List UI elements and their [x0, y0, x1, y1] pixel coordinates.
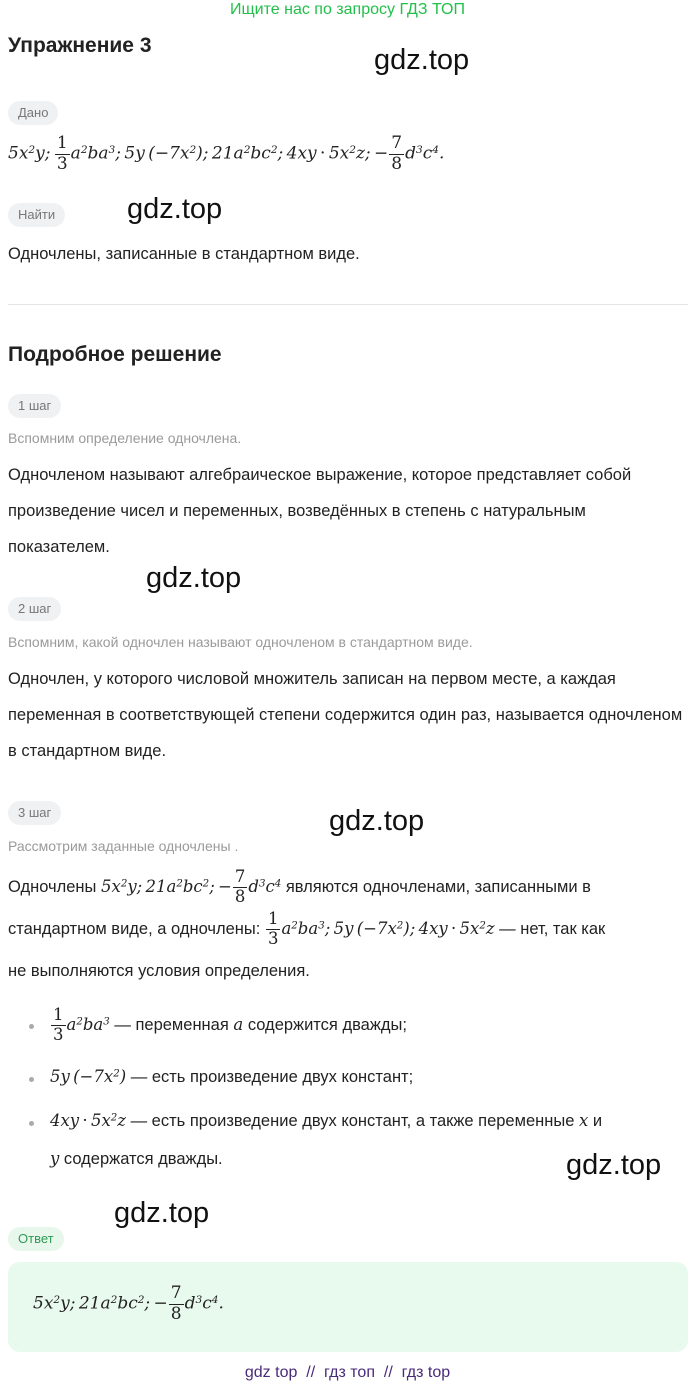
- watermark: gdz.top: [566, 1149, 662, 1181]
- step-3-label: 3 шаг: [8, 801, 61, 825]
- bullet-item-3-cont: y содержатся дважды.: [50, 1149, 223, 1168]
- step-1-text: Одночленом называют алгебраическое выражение, которое представляет собой произведение чисел и переменных, возведённых в степень с натуральным показателем.: [8, 466, 632, 556]
- footer-links[interactable]: gdz top // гдз топ // гдз top: [244, 1364, 451, 1381]
- step-1-label: 1 шаг: [8, 394, 61, 418]
- bullet-dot: [29, 1121, 34, 1126]
- bullet-item-1: $\frac{1}{3}$ $a^2ba^3$ — переменная a содержится дважды;: [53, 1005, 407, 1044]
- answer-box: [8, 1262, 688, 1352]
- given-expression: $5x^2y$; $\frac{1}{3}$ $a^2ba^3$; 5y $(-7x^2)$; $21a^2bc^2$; $4xy \cdot 5x^2z$; − $\frac{7}{8}$ $d^3c^4$.: [8, 133, 445, 174]
- given-label: Дано: [8, 101, 58, 125]
- watermark: gdz.top: [146, 562, 242, 594]
- step-2-label: 2 шаг: [8, 597, 61, 621]
- step-1-hint: Вспомним определение одночлена.: [8, 430, 242, 446]
- step-3-line-1: Одночлены $5x^2y$; $21a^2bc^2$; − $\frac{7}{8}$ $d^3c^4$ являются одночленами, записанными в: [8, 867, 591, 906]
- step-3-line-3: не выполняются условия определения.: [8, 962, 310, 980]
- watermark: gdz.top: [329, 805, 425, 837]
- solution-title: Подробное решение: [8, 343, 222, 366]
- watermark: gdz.top: [127, 193, 223, 225]
- exercise-title: Упражнение 3: [8, 34, 152, 57]
- watermark: gdz.top: [114, 1197, 210, 1229]
- answer-label: Ответ: [8, 1227, 64, 1251]
- step-3-line-2: стандартном виде, а одночлены: $\frac{1}{3}$ $a^2ba^3$; 5y $(-7x^2)$; $4xy \cdot 5x^2z$ — нет, так как: [8, 909, 606, 948]
- step-2-hint: Вспомним, какой одночлен называют одночленом в стандартном виде.: [8, 634, 473, 650]
- step-2-text: Одночлен, у которого числовой множитель записан на первом месте, а каждая переменная в соответствующей степени содержится один раз, называется одночленом в стандартном виде.: [8, 670, 683, 760]
- step-3-hint: Рассмотрим заданные одночлены .: [8, 838, 239, 854]
- top-banner[interactable]: Ищите нас по запросу ГДЗ ТОП: [230, 1, 465, 18]
- find-text: Одночлены, записанные в стандартном виде.: [8, 245, 360, 263]
- divider: [8, 304, 688, 305]
- answer-expression: $5x^2y$; $21a^2bc^2$; − $\frac{7}{8}$ $d^3c^4$.: [33, 1283, 224, 1324]
- bullet-item-3: $4xy \cdot 5x^2z$ — есть произведение двух констант, а также переменные x и: [50, 1111, 603, 1130]
- bullet-dot: [29, 1077, 34, 1082]
- find-label: Найти: [8, 203, 65, 227]
- watermark: gdz.top: [374, 44, 470, 76]
- bullet-item-2: 5y $(-7x^2)$ — есть произведение двух констант;: [50, 1067, 414, 1086]
- bullet-dot: [29, 1024, 34, 1029]
